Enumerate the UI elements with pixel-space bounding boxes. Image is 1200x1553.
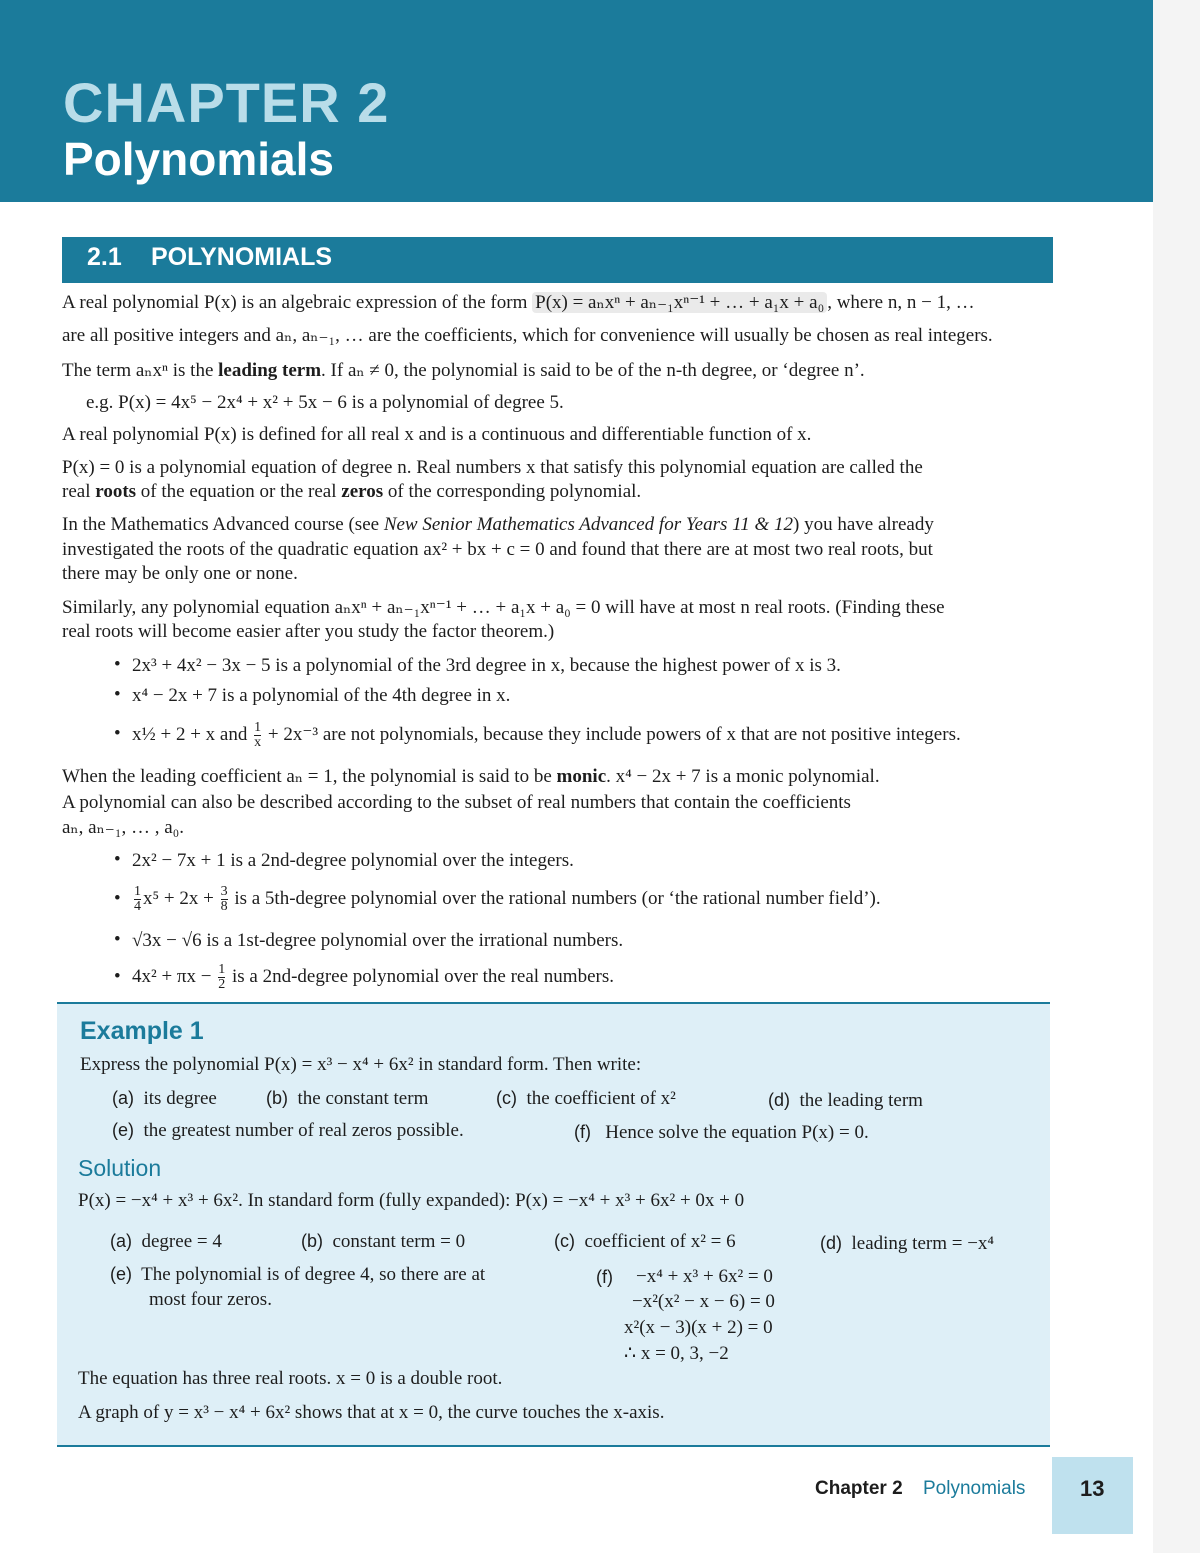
fraction-one-quarter (134, 885, 141, 914)
part-label: (c) (496, 1088, 517, 1108)
example-prompt: Express the polynomial P(x) = x³ − x⁴ + 6x² in standard form. Then write: (80, 1054, 642, 1075)
intro-line-8 (62, 513, 934, 537)
monic-text: When the leading coefficient aₙ = 1, the polynomial is said to be (62, 766, 552, 787)
part-text: constant term = 0 (332, 1231, 466, 1252)
intro-text: of the corresponding polynomial. (387, 481, 642, 502)
solution-title: Solution (78, 1155, 162, 1181)
bullet-icon: • (114, 929, 121, 950)
example-part-e (112, 1118, 464, 1143)
term-monic: monic (556, 766, 607, 787)
solution-standard-form: P(x) = −x⁴ + x³ + 6x². In standard form (fully expanded): P(x) = −x⁴ + x³ + 6x² + 0x + 0 (78, 1190, 745, 1211)
fraction-1-over-x (254, 721, 261, 750)
fraction-one-half (218, 963, 225, 992)
bullet-icon: • (114, 888, 121, 909)
intro-line-6: P(x) = 0 is a polynomial equation of degree n. Real numbers x that satisfy this polynomial equation are called the (62, 457, 923, 478)
bullet-text: + 2x⁻³ are not polynomials, because they include powers of x that are not positive integers. (267, 724, 961, 745)
fraction-numerator: 3 (220, 884, 228, 900)
bullet-text: 4x² + πx − (132, 966, 212, 987)
bullet-text: is a 2nd-degree polynomial over the real numbers. (231, 966, 614, 987)
bullet-reals (132, 958, 614, 996)
intro-text: . If aₙ ≠ 0, the polynomial is said to be of the n-th degree, or ‘degree n’. (321, 360, 865, 381)
example-part-c (496, 1086, 676, 1111)
part-text: the coefficient of x² (526, 1088, 676, 1109)
part-text: coefficient of x² = 6 (584, 1231, 736, 1252)
bullet-icon: • (114, 966, 121, 987)
intro-line-11: Similarly, any polynomial equation aₙxⁿ + aₙ₋₁xⁿ⁻¹ + … + a₁x + a₀ = 0 will have at most n real roots. (Finding these (62, 597, 945, 618)
book-title: New Senior Mathematics Advanced for Years 11 & 12 (383, 514, 794, 535)
intro-line-2: are all positive integers and aₙ, aₙ₋₁, … are the coefficients, which for convenience will usually be chosen as real integers. (62, 325, 993, 346)
part-label: (f) (596, 1267, 613, 1287)
part-text: Hence solve the equation P(x) = 0. (605, 1122, 869, 1143)
chapter-title: Polynomials (63, 133, 334, 185)
solution-f-step-3: x²(x − 3)(x + 2) = 0 (624, 1317, 773, 1338)
part-text: the constant term (297, 1088, 429, 1109)
part-text: leading term = −x⁴ (851, 1233, 995, 1254)
section-title: POLYNOMIALS (151, 243, 333, 271)
intro-text: The term aₙxⁿ is the (62, 360, 214, 381)
part-label: (f) (574, 1122, 591, 1142)
intro-line-3 (62, 359, 865, 383)
part-label: (a) (112, 1088, 134, 1108)
bullet-icon: • (114, 849, 121, 870)
fraction-numerator: 1 (218, 962, 226, 978)
term-roots: roots (95, 481, 137, 502)
part-label: (e) (112, 1120, 134, 1140)
fraction-denominator: 4 (134, 899, 141, 915)
page-number: 13 (1080, 1476, 1105, 1501)
monic-line-1 (62, 765, 880, 789)
intro-line-1 (62, 291, 975, 315)
chapter-label: CHAPTER 2 (63, 71, 390, 134)
term-leading-term: leading term (218, 360, 322, 381)
fraction-denominator: 2 (218, 977, 226, 993)
bullet-text: x½ + 2 + x and (132, 724, 248, 745)
monic-line-3: aₙ, aₙ₋₁, … , a₀. (62, 817, 185, 838)
solution-f-step-4: ∴ x = 0, 3, −2 (624, 1343, 729, 1364)
solution-part-b (301, 1229, 465, 1254)
solution-f-step-1: −x⁴ + x³ + 6x² = 0 (636, 1266, 773, 1287)
solution-part-c (554, 1229, 736, 1254)
part-label: (c) (554, 1231, 575, 1251)
intro-example: e.g. P(x) = 4x⁵ − 2x⁴ + x² + 5x − 6 is a polynomial of degree 5. (86, 392, 564, 413)
monic-text: . x⁴ − 2x + 7 is a monic polynomial. (606, 766, 880, 787)
fraction-denominator: x (254, 735, 262, 751)
bullet-icon: • (114, 654, 121, 675)
bullet-text: is a 5th-degree polynomial over the rational numbers (or ‘the rational number field’). (234, 888, 881, 909)
term-zeros: zeros (341, 481, 384, 502)
footer-chapter: Chapter 2 (815, 1478, 903, 1499)
intro-text: , where n, n − 1, … (827, 292, 975, 313)
bullet-irrationals: √3x − √6 is a 1st-degree polynomial over the irrational numbers. (132, 930, 624, 951)
example-part-d (768, 1088, 923, 1113)
fraction-denominator: 8 (220, 899, 228, 915)
fraction-three-eighths (221, 885, 228, 914)
polynomial-general-form: P(x) = aₙxⁿ + aₙ₋₁xⁿ⁻¹ + … + a₁x + a₀ (532, 292, 827, 313)
part-label: (e) (110, 1264, 132, 1284)
fraction-numerator: 1 (254, 720, 262, 736)
part-text: degree = 4 (141, 1231, 222, 1252)
solution-part-e-cont: most four zeros. (149, 1289, 272, 1310)
bullet-quartic: x⁴ − 2x + 7 is a polynomial of the 4th degree in x. (132, 685, 511, 706)
intro-text: ) you have already (793, 514, 934, 535)
intro-text: real (62, 481, 91, 502)
section-heading-bar (62, 237, 1053, 283)
bullet-rationals (132, 880, 881, 918)
footer-topic: Polynomials (923, 1478, 1026, 1499)
solution-part-a (110, 1229, 222, 1254)
solution-part-e (110, 1262, 485, 1287)
example-title: Example 1 (80, 1017, 204, 1045)
part-text: the leading term (799, 1090, 923, 1111)
bullet-text: x⁵ + 2x + (143, 888, 214, 909)
part-label: (a) (110, 1231, 132, 1251)
bullet-non-polynomials (132, 716, 961, 754)
page-edge (1153, 0, 1200, 1553)
intro-line-7 (62, 480, 641, 504)
part-text: the greatest number of real zeros possible. (143, 1120, 464, 1141)
intro-line-12: real roots will become easier after you study the factor theorem.) (62, 621, 555, 642)
intro-text: of the equation or the real (140, 481, 337, 502)
bullet-cubic: 2x³ + 4x² − 3x − 5 is a polynomial of the 3rd degree in x, because the highest power of x is 3. (132, 655, 841, 676)
solution-f-step-2: −x²(x² − x − 6) = 0 (632, 1291, 775, 1312)
example-part-b (266, 1086, 428, 1111)
part-text: its degree (143, 1088, 217, 1109)
part-label: (b) (266, 1088, 288, 1108)
part-text: The polynomial is of degree 4, so there are at (141, 1264, 486, 1285)
intro-text: A real polynomial P(x) is an algebraic expression of the form (62, 292, 528, 313)
bullet-icon: • (114, 723, 121, 744)
bullet-icon: • (114, 684, 121, 705)
example-part-a (112, 1086, 217, 1111)
intro-line-5: A real polynomial P(x) is defined for all real x and is a continuous and differentiable function of x. (62, 424, 812, 445)
intro-line-9: investigated the roots of the quadratic equation ax² + bx + c = 0 and found that there are at most two real roots, but (62, 539, 933, 560)
solution-conclusion-1: The equation has three real roots. x = 0 is a double root. (78, 1368, 503, 1389)
intro-text: In the Mathematics Advanced course (see (62, 514, 380, 535)
part-label: (b) (301, 1231, 323, 1251)
example-part-f (574, 1120, 869, 1145)
bullet-integers: 2x² − 7x + 1 is a 2nd-degree polynomial over the integers. (132, 850, 574, 871)
fraction-numerator: 1 (134, 884, 141, 900)
solution-part-d (820, 1231, 994, 1256)
section-number: 2.1 (87, 243, 122, 271)
intro-line-10: there may be only one or none. (62, 563, 298, 584)
monic-line-2: A polynomial can also be described according to the subset of real numbers that contain the coefficients (62, 792, 851, 813)
solution-conclusion-2: A graph of y = x³ − x⁴ + 6x² shows that at x = 0, the curve touches the x-axis. (78, 1402, 665, 1423)
part-label: (d) (820, 1233, 842, 1253)
part-label: (d) (768, 1090, 790, 1110)
solution-part-f-label (596, 1265, 613, 1290)
